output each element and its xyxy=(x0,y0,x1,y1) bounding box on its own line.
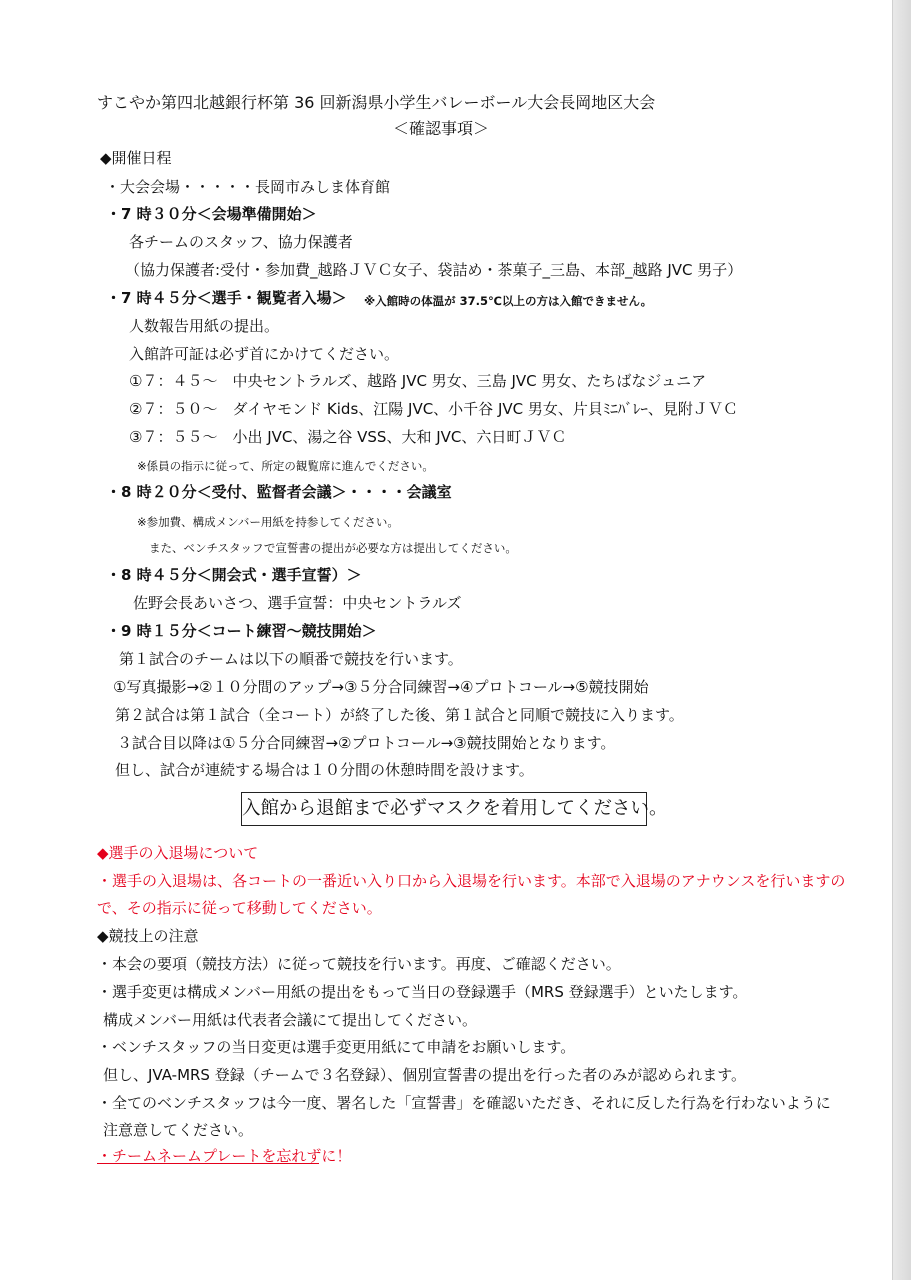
heading-0915: ・9 時１５分＜コート練習～競技開始＞ xyxy=(106,622,377,640)
reminder-underline xyxy=(97,1163,319,1164)
text-0745-1: 人数報告用紙の提出。 xyxy=(129,317,280,335)
rules-text-7: 注意意してください。 xyxy=(103,1121,254,1139)
text-0915-4: ３試合目以降は①５分合同練習→②プロトコール→③競技開始となります。 xyxy=(117,734,616,752)
text-0915-2: ①写真撮影→②１０分間のアップ→③５分合同練習→④プロトコール→⑤競技開始 xyxy=(113,678,649,696)
heading-0730: ・7 時３０分＜会場準備開始＞ xyxy=(106,205,317,223)
entry-group-2: ②７：５０～ ダイヤモンド Kids、江陽 JVC、小千谷 JVC 男女、片貝ﾐﾆﾊﾞﾚｰ、見附ＪＶＣ xyxy=(129,400,738,418)
entry-group-3: ③７：５５～ 小出 JVC、湯之谷 VSS、大和 JVC、六日町ＪＶＣ xyxy=(129,428,567,446)
rules-text-5: 但し、JVA-MRS 登録（チームで３名登録）、個別宣誓書の提出を行った者のみが認められます。 xyxy=(103,1066,747,1084)
schedule-heading: ◆開催日程 xyxy=(100,149,172,167)
document-title: すこやか第四北越銀行杯第 36 回新潟県小学生バレーボール大会長岡地区大会 xyxy=(97,93,656,112)
rules-text-3: 構成メンバー用紙は代表者会議にて提出してください。 xyxy=(103,1011,477,1029)
heading-0845: ・8 時４５分＜開会式・選手宣誓）＞ xyxy=(106,566,362,584)
rules-text-1: ・本会の要項（競技方法）に従って競技を行います。再度、ご確認ください。 xyxy=(97,955,621,973)
text-0915-3: 第２試合は第１試合（全コート）が終了した後、第１試合と同順で競技に入ります。 xyxy=(115,706,684,724)
entry-text-2: で、その指示に従って移動してください。 xyxy=(97,899,382,917)
mask-notice-box: 入館から退館まで必ずマスクを着用してください。 xyxy=(241,792,647,826)
rules-text-4: ・ベンチスタッフの当日変更は選手変更用紙にて申請をお願いします。 xyxy=(97,1038,576,1056)
temperature-note: ※入館時の体温が 37.5℃以上の方は入館できません。 xyxy=(364,294,653,308)
heading-0820: ・8 時２０分＜受付、監督者会議＞・・・・会議室 xyxy=(106,483,452,501)
document-subtitle: ＜確認事項＞ xyxy=(393,119,490,138)
nameplate-reminder: ・チームネームプレートを忘れずに！ xyxy=(97,1147,352,1165)
text-0730-2: （協力保護者:受付・参加費_越路ＪＶＣ女子、袋詰め・茶菓子_三島、本部_越路 JVC 男子） xyxy=(125,261,743,279)
staff-instruction-note: ※係員の指示に従って、所定の観覧席に進んでください。 xyxy=(137,459,434,473)
entry-text-1: ・選手の入退場は、各コートの一番近い入り口から入退場を行います。本部で入退場のアナウンスを行いますの xyxy=(97,872,846,890)
venue-line: ・大会会場・・・・・長岡市みしま体育館 xyxy=(105,178,391,196)
text-0745-2: 入館許可証は必ず首にかけてください。 xyxy=(129,345,400,363)
text-0820-2: また、ベンチスタッフで宣誓書の提出が必要な方は提出してください。 xyxy=(149,541,517,555)
rules-heading: ◆競技上の注意 xyxy=(97,927,199,945)
rules-text-6: ・全てのベンチスタッフは今一度、署名した「宣誓書」を確認いただき、それに反した行為を行わないように xyxy=(97,1094,831,1112)
rules-text-2: ・選手変更は構成メンバー用紙の提出をもって当日の登録選手（MRS 登録選手）といたします。 xyxy=(97,983,748,1001)
viewer-scroll-edge xyxy=(892,0,911,1280)
text-0915-1: 第１試合のチームは以下の順番で競技を行います。 xyxy=(119,650,463,668)
text-0820-1: ※参加費、構成メンバー用紙を持参してください。 xyxy=(137,515,399,529)
entry-group-1: ①７：４５～ 中央セントラルズ、越路 JVC 男女、三島 JVC 男女、たちばなジュニア xyxy=(129,372,707,390)
entry-heading: ◆選手の入退場について xyxy=(97,844,259,862)
text-0915-5: 但し、試合が連続する場合は１０分間の休憩時間を設けます。 xyxy=(115,761,534,779)
text-0730-1: 各チームのスタッフ、協力保護者 xyxy=(129,233,353,251)
text-0845-1: 佐野会長あいさつ、選手宣誓：中央セントラルズ xyxy=(133,594,462,612)
heading-0745: ・7 時４５分＜選手・観覧者入場＞ xyxy=(106,289,347,307)
